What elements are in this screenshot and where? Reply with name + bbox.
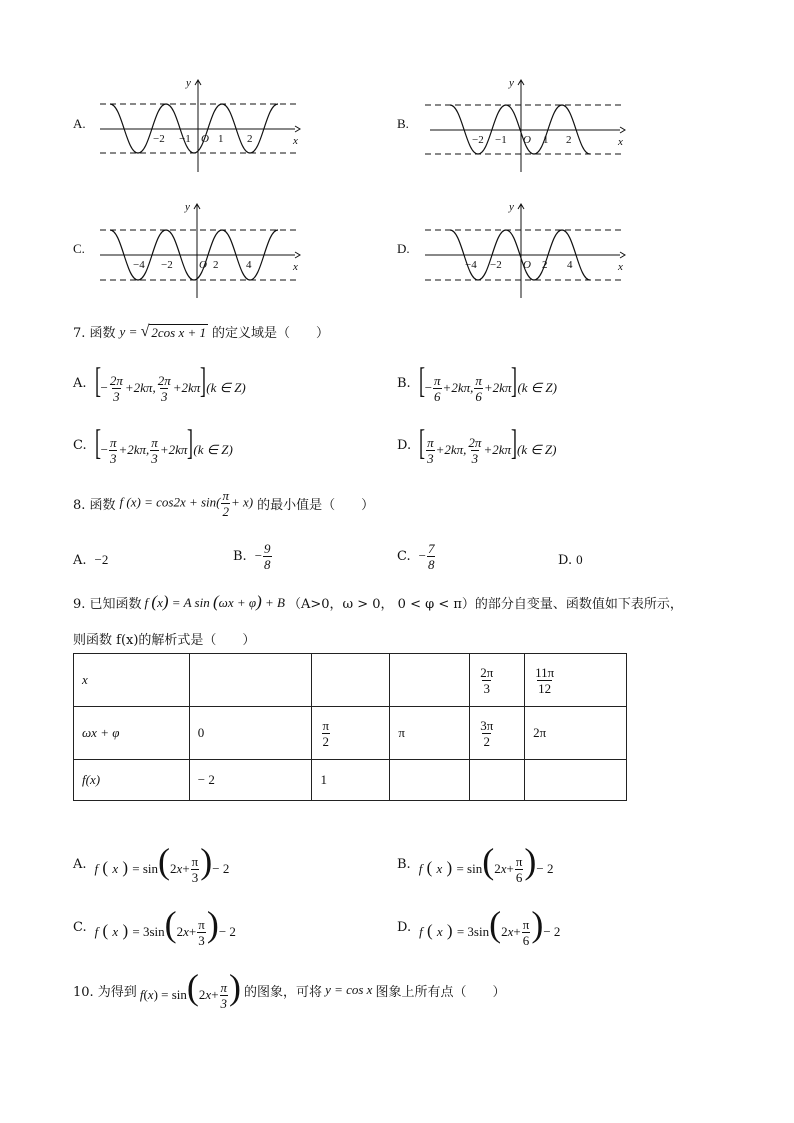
q7-option-d[interactable] xyxy=(397,424,556,466)
graph-c[interactable] xyxy=(95,198,310,303)
q7-option-c-label: C. xyxy=(73,437,87,453)
q9-suffix: 的部分自变量、函数值如下表所示， xyxy=(474,596,683,612)
graph-b[interactable] xyxy=(420,72,635,182)
table-row-phase xyxy=(74,707,627,760)
graph-b-y-label: y xyxy=(509,77,514,89)
graph-c-x-label: x xyxy=(293,261,298,273)
graph-c-tick-3: 2 xyxy=(213,259,219,271)
cell-phase-3: π xyxy=(390,707,470,760)
graph-b-origin: O xyxy=(523,134,531,146)
cell-f-4 xyxy=(470,760,525,801)
graph-a-tick-1: −1 xyxy=(179,133,191,145)
graph-d-label[interactable]: D. xyxy=(397,241,410,256)
q9-option-b-label: B. xyxy=(397,856,411,872)
cell-x-4: $\frac{2\pi}{3}$ xyxy=(470,654,525,707)
cell-phase-4: $\frac{3\pi}{2}$ xyxy=(470,707,525,760)
graph-d-origin: O xyxy=(523,259,531,271)
q8-func: f (x) = cos2x + sin( $\frac{\pi}{2}$ + x) xyxy=(119,488,254,519)
graph-d-tick-3: 2 xyxy=(542,259,548,271)
graph-a-x-label: x xyxy=(293,135,298,147)
q8-option-b-label: B. xyxy=(233,549,247,564)
q9-option-b-math: f ( x ) = sin(2x+ $\frac{\pi}{6}$ )− 2 xyxy=(418,841,554,885)
graph-b-tick-3: 1 xyxy=(543,134,549,146)
q7-option-a-math: [− $\frac{2\pi}{3}$ +2kπ, $\frac{2\pi}{3}$ +2kπ](k ∈ Z) xyxy=(94,360,246,404)
q8-option-a-label: A. xyxy=(73,552,87,568)
cell-phase-5: 2π xyxy=(525,707,627,760)
graph-a-tick-0: −2 xyxy=(153,133,165,145)
q10-prefix: 10. 为得到 xyxy=(73,984,137,1000)
cell-f-5 xyxy=(525,760,627,801)
q8-option-d[interactable] xyxy=(558,552,583,568)
cell-x-3 xyxy=(390,654,470,707)
graph-c-tick-0: −4 xyxy=(133,259,145,271)
graph-d-x-label: x xyxy=(618,261,623,273)
q7-option-a-label: A. xyxy=(73,375,87,391)
q8-option-c[interactable] xyxy=(397,541,436,572)
q9-option-d[interactable] xyxy=(397,906,560,948)
q7-option-d-math: [ $\frac{\pi}{3}$ +2kπ, $\frac{2\pi}{3}$ +2kπ](k ∈ Z) xyxy=(419,422,557,466)
cell-f-3 xyxy=(390,760,470,801)
q8-option-c-label: C. xyxy=(397,549,411,564)
q9-option-d-math: f ( x ) = 3sin(2x+ $\frac{\pi}{6}$ )− 2 xyxy=(419,904,561,948)
q9-option-d-label: D. xyxy=(397,919,412,935)
q8-stem xyxy=(73,488,374,519)
q9-option-c-label: C. xyxy=(73,919,87,935)
q8-option-c-math: − $\frac{7}{8}$ xyxy=(418,541,435,572)
cell-phase-2: $\frac{\pi}{2}$ xyxy=(312,707,390,760)
table-row-x xyxy=(74,654,627,707)
cell-x-header: x xyxy=(74,654,190,707)
table-row-f xyxy=(74,760,627,801)
q9-prefix: 9. 已知函数 xyxy=(73,596,142,612)
q7-option-d-label: D. xyxy=(397,437,412,453)
graph-a-tick-4: 2 xyxy=(247,133,253,145)
q10-mid: 的图象，可将 xyxy=(244,984,323,1000)
graph-b-tick-1: −1 xyxy=(495,134,507,146)
q9-stem xyxy=(73,592,683,612)
q9-conditions: （A>0，ω > 0， 0 < φ < π） xyxy=(287,596,475,612)
cell-phase-1: 0 xyxy=(189,707,312,760)
q8-prefix: 8. 函数 xyxy=(73,498,116,513)
q9-table xyxy=(73,653,627,801)
q9-option-a-math: f ( x ) = sin(2x+ $\frac{\pi}{3}$ )− 2 xyxy=(94,841,230,885)
q8-suffix: 的最小值是（ ） xyxy=(257,498,375,513)
q7-option-c[interactable] xyxy=(73,424,233,466)
q7-suffix: 的定义域是（ ） xyxy=(212,326,330,341)
q9-line2-text: 则函数 f(x)的解析式是（ ） xyxy=(73,633,256,648)
q9-option-c[interactable] xyxy=(73,906,236,948)
graph-d-tick-4: 4 xyxy=(567,259,573,271)
graph-c-y-label: y xyxy=(185,201,190,213)
graph-b-label[interactable]: B. xyxy=(397,116,409,131)
q7-prefix: 7. 函数 xyxy=(73,326,116,341)
graph-a-origin: O xyxy=(201,133,209,145)
q8-option-d-label: D. xyxy=(558,552,573,568)
q8-option-b-math: − $\frac{9}{8}$ xyxy=(254,541,271,572)
graph-a-y-label: y xyxy=(186,77,191,89)
graph-b-tick-0: −2 xyxy=(472,134,484,146)
cell-x-2 xyxy=(312,654,390,707)
graph-c-tick-4: 4 xyxy=(246,259,252,271)
graph-d-tick-1: −2 xyxy=(490,259,502,271)
graph-d[interactable] xyxy=(420,198,635,303)
graph-a-tick-3: 1 xyxy=(218,133,224,145)
graph-c-origin: O xyxy=(199,259,207,271)
q7-stem xyxy=(73,322,329,341)
q10-func: f(x) = sin(2x+ $\frac{\pi}{3}$ ) xyxy=(139,967,242,1011)
cell-f-1: − 2 xyxy=(189,760,312,801)
q9-option-c-math: f ( x ) = 3sin(2x+ $\frac{\pi}{3}$ )− 2 xyxy=(94,904,236,948)
graph-d-tick-0: −4 xyxy=(465,259,477,271)
q9-option-a-label: A. xyxy=(73,856,87,872)
q8-option-b[interactable] xyxy=(233,541,273,572)
q9-option-b[interactable] xyxy=(397,843,554,885)
q8-option-a[interactable] xyxy=(73,552,108,568)
q7-option-b-label: B. xyxy=(397,375,411,391)
graph-a-label[interactable]: A. xyxy=(73,116,86,131)
cell-f-2: 1 xyxy=(312,760,390,801)
graph-c-tick-1: −2 xyxy=(161,259,173,271)
cell-x-1 xyxy=(189,654,312,707)
cell-x-5: $\frac{11\pi}{12}$ xyxy=(525,654,627,707)
q8-option-a-value: −2 xyxy=(94,552,109,567)
q9-option-a[interactable] xyxy=(73,843,229,885)
q10-suffix: 图象上所有点（ ） xyxy=(375,984,506,1000)
q10-func2: y = cos x xyxy=(325,982,373,997)
q9-line2 xyxy=(73,629,255,648)
q8-option-d-value: 0 xyxy=(576,552,583,567)
q7-func: y = √ 2cos x + 1 xyxy=(119,322,206,340)
q10-stem xyxy=(73,969,505,1011)
cell-phase-header: ωx + φ xyxy=(74,707,190,760)
graph-a[interactable] xyxy=(95,72,310,182)
q7-option-b-math: [− $\frac{\pi}{6}$ +2kπ, $\frac{\pi}{6}$ +2kπ](k ∈ Z) xyxy=(418,360,557,404)
graph-b-tick-4: 2 xyxy=(566,134,572,146)
q7-option-c-math: [− $\frac{\pi}{3}$ +2kπ, $\frac{\pi}{3}$ +2kπ](k ∈ Z) xyxy=(94,422,233,466)
cell-f-header: f(x) xyxy=(74,760,190,801)
q7-option-b[interactable] xyxy=(397,362,557,404)
graph-b-x-label: x xyxy=(618,136,623,148)
q7-option-a[interactable] xyxy=(73,362,246,404)
graph-c-label[interactable]: C. xyxy=(73,241,85,256)
graph-d-y-label: y xyxy=(509,201,514,213)
q9-func: f (x) = A sin (ωx + φ) + B xyxy=(144,592,285,611)
